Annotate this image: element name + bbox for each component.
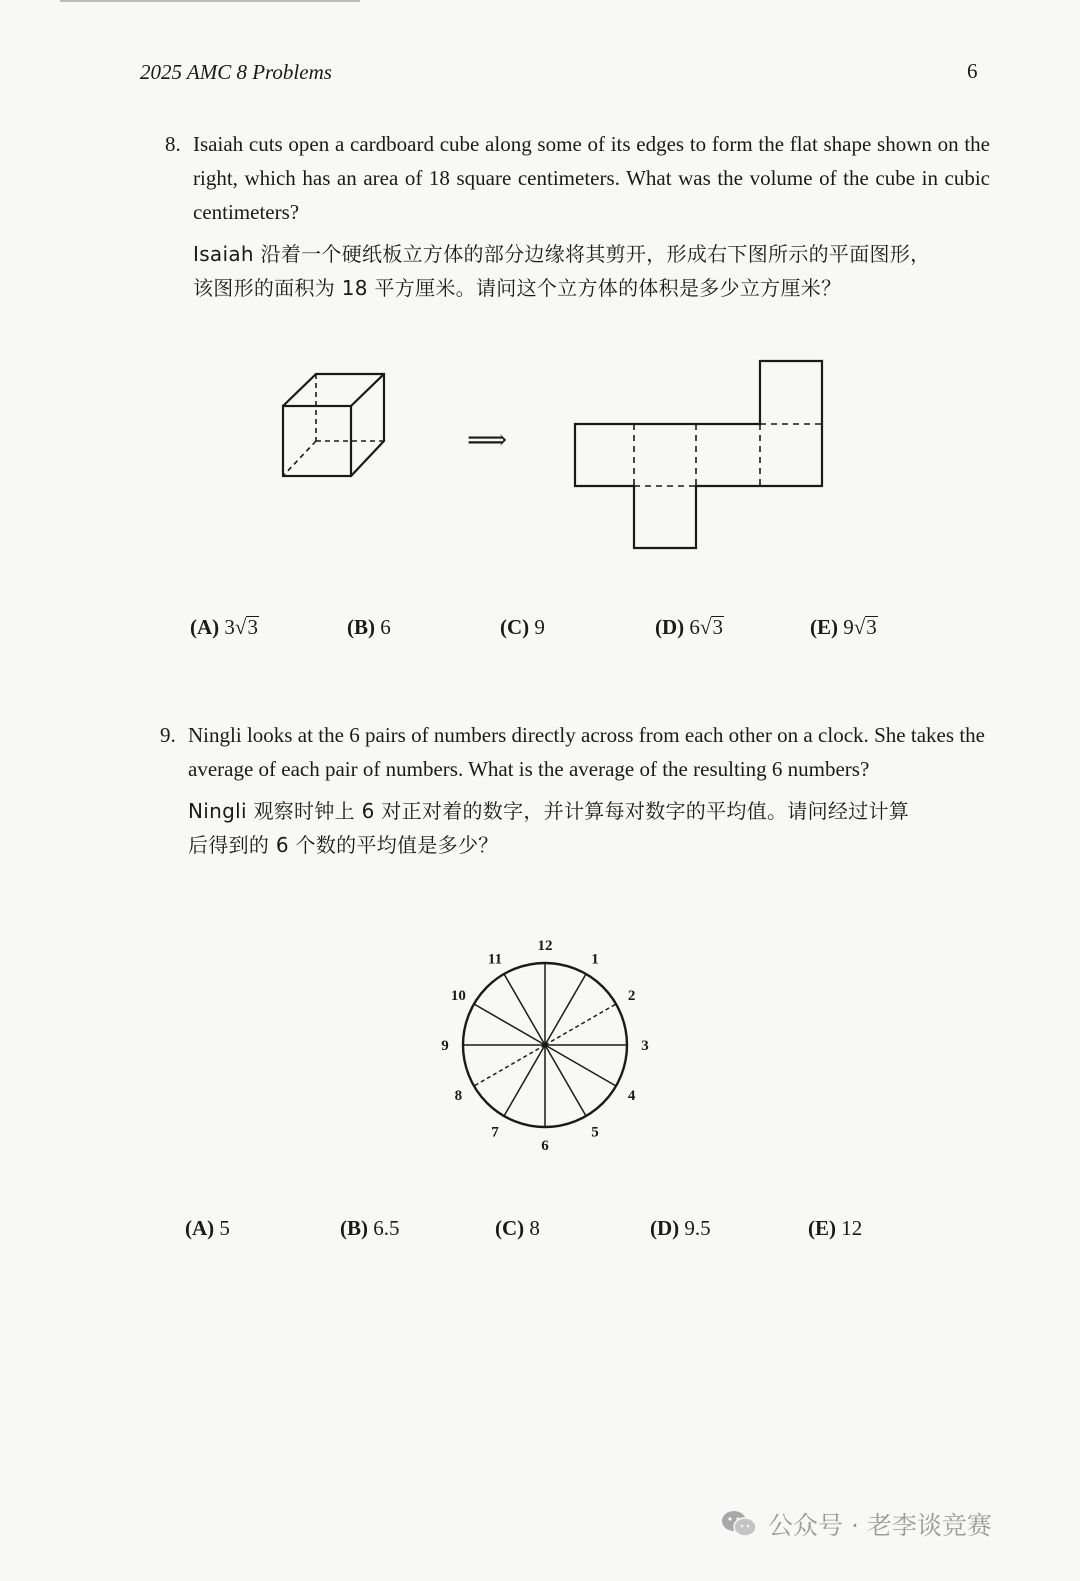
choice-e[interactable]: (E) 9√3: [810, 615, 877, 639]
clock-number-label: 9: [441, 1038, 449, 1054]
cube-figure: [280, 370, 390, 480]
problem-text-english: Isaiah cuts open a cardboard cube along some of its edges to form the flat shape shown on the right, which has an area of 18 square centimeters. What was the volume of the cube in cubic centimeters?: [193, 132, 990, 224]
problem-text-english: Ningli looks at the 6 pairs of numbers directly across from each other on a clock. She takes the average of each pair of numbers. What is the average of the resulting 6 numbers?: [188, 723, 985, 781]
clock-radius-line: [474, 1004, 545, 1045]
chinese-line: Ningli 观察时钟上 6 对正对着的数字，并计算每对数字的平均值。请问经过计算: [188, 799, 910, 823]
watermark: [720, 1506, 992, 1542]
problem-number: 9.: [160, 723, 176, 747]
clock-radius-line: [504, 974, 545, 1045]
chinese-line: 后得到的 6 个数的平均值是多少？: [188, 833, 499, 857]
clock-number-label: 10: [450, 988, 466, 1004]
clock-number-label: 11: [487, 951, 503, 968]
clock-radius-line: [545, 1045, 586, 1116]
choice-d[interactable]: (D) 6√3: [655, 615, 723, 639]
clock-figure: [430, 930, 660, 1160]
cube-hidden-edge: [283, 441, 316, 476]
problem-8: [165, 127, 990, 305]
chinese-line: Isaiah 沿着一个硬纸板立方体的部分边缘将其剪开，形成右下图所示的平面图形，: [193, 242, 931, 266]
cube-net-figure: [572, 358, 828, 553]
clock-number-label: 2: [627, 988, 636, 1004]
watermark-text: 公众号 · 老李谈竞赛: [768, 1511, 992, 1540]
top-rule: [60, 0, 360, 2]
clock-radius-line: [474, 1045, 545, 1086]
problem-text-chinese: [188, 794, 985, 862]
problem-text-chinese: [193, 237, 990, 305]
sqrt-symbol: √3: [853, 615, 877, 639]
cube-edge: [351, 374, 384, 406]
arrow-symbol: ⟹: [467, 425, 508, 456]
choice-a[interactable]: (A) 3√3: [190, 615, 258, 639]
page-header-title: 2025 AMC 8 Problems: [140, 60, 332, 84]
clock-radius-line: [504, 1045, 545, 1116]
choice-b[interactable]: (B) 6: [347, 615, 391, 639]
clock-number-label: 6: [541, 1138, 549, 1154]
choice-b[interactable]: (B) 6.5: [340, 1216, 400, 1240]
net-outline: [575, 361, 822, 548]
problem-9: [160, 718, 985, 862]
clock-number-label: 8: [454, 1088, 463, 1104]
clock-number-label: 3: [641, 1038, 649, 1054]
clock-radius-line: [545, 1004, 616, 1045]
choice-c[interactable]: (C) 9: [500, 615, 545, 639]
clock-number-label: 1: [591, 951, 599, 968]
clock-number-label: 4: [627, 1088, 636, 1104]
problem-number: 8.: [165, 132, 181, 156]
choice-a[interactable]: (A) 5: [185, 1216, 230, 1240]
clock-radius-line: [545, 974, 586, 1045]
wechat-icon: [720, 1509, 758, 1539]
sqrt-symbol: √3: [699, 615, 723, 639]
choice-e[interactable]: (E) 12: [808, 1216, 863, 1240]
choice-d[interactable]: (D) 9.5: [650, 1216, 711, 1240]
page-number: 6: [967, 59, 978, 83]
clock-number-label: 7: [491, 1124, 499, 1141]
clock-radius-line: [545, 1045, 616, 1086]
clock-number-label: 12: [537, 938, 553, 954]
chinese-line: 该图形的面积为 18 平方厘米。请问这个立方体的体积是多少立方厘米？: [193, 276, 842, 300]
choice-c[interactable]: (C) 8: [495, 1216, 540, 1240]
clock-number-label: 5: [591, 1124, 599, 1141]
sqrt-symbol: √3: [234, 615, 258, 639]
